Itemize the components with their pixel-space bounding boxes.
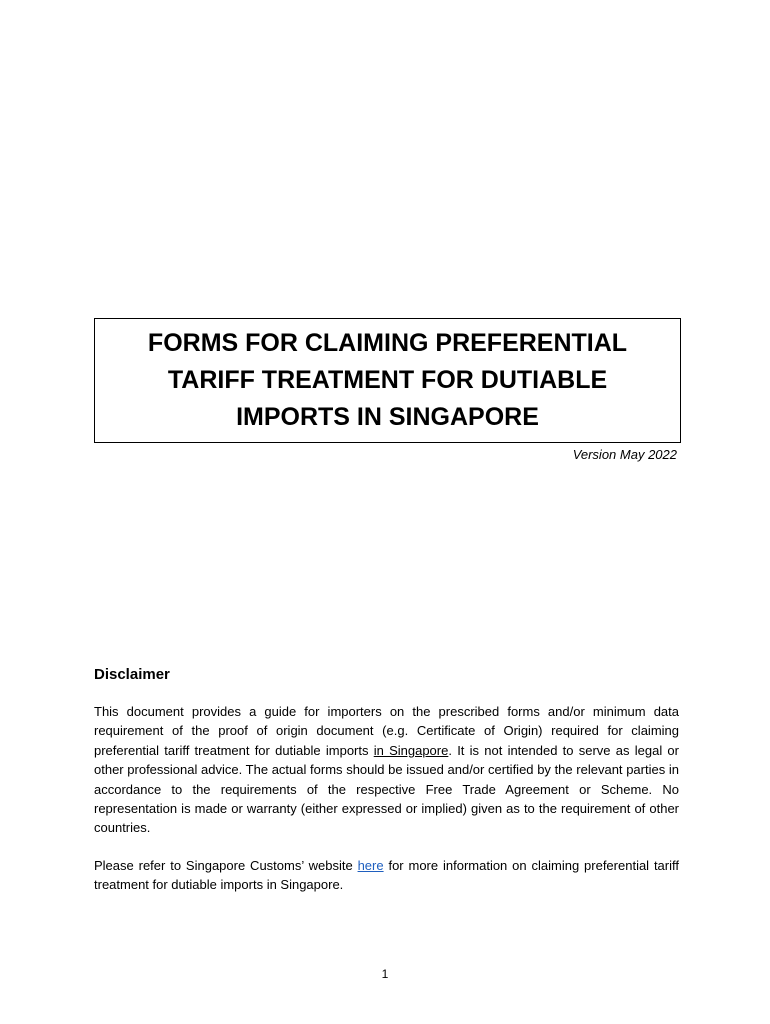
title-box [94, 318, 681, 443]
customs-website-link[interactable]: here [357, 858, 384, 873]
title-line-1: FORMS FOR CLAIMING PREFERENTIAL [147, 329, 628, 357]
disclaimer-paragraph [94, 702, 679, 838]
disclaimer-text-1: This document provides a guide for importers on the prescribed forms and/or minimum data requirement of the proof of origin document (e.g. Certificate of Origin) required for claiming preferential tariff treatment for dutiable imports [94, 704, 679, 758]
version-label: Version May 2022 [572, 447, 677, 462]
page-number: 1 [381, 967, 389, 981]
reference-text-1: Please refer to Singapore Customs’ website [94, 858, 358, 873]
disclaimer-text-2: . It is not intended to serve as legal or other professional advice. The actual forms should be issued and/or certified by the relevant parties in accordance to the requirements of the respective Free Trade Agreement or Scheme. No representation is made or warranty (either expressed or implied) given as to the requirement of other countries. [94, 742, 679, 836]
in-singapore-underlined: in Singapore [373, 742, 449, 758]
title-line-3: IMPORTS IN SINGAPORE [236, 403, 539, 431]
document-title [95, 325, 680, 436]
reference-paragraph [94, 856, 679, 895]
reference-text-2: for more information on claiming preferential tariff treatment for dutiable imports in Singapore. [94, 858, 679, 893]
disclaimer-heading: Disclaimer [94, 666, 170, 683]
title-line-2: TARIFF TREATMENT FOR DUTIABLE [167, 366, 608, 394]
